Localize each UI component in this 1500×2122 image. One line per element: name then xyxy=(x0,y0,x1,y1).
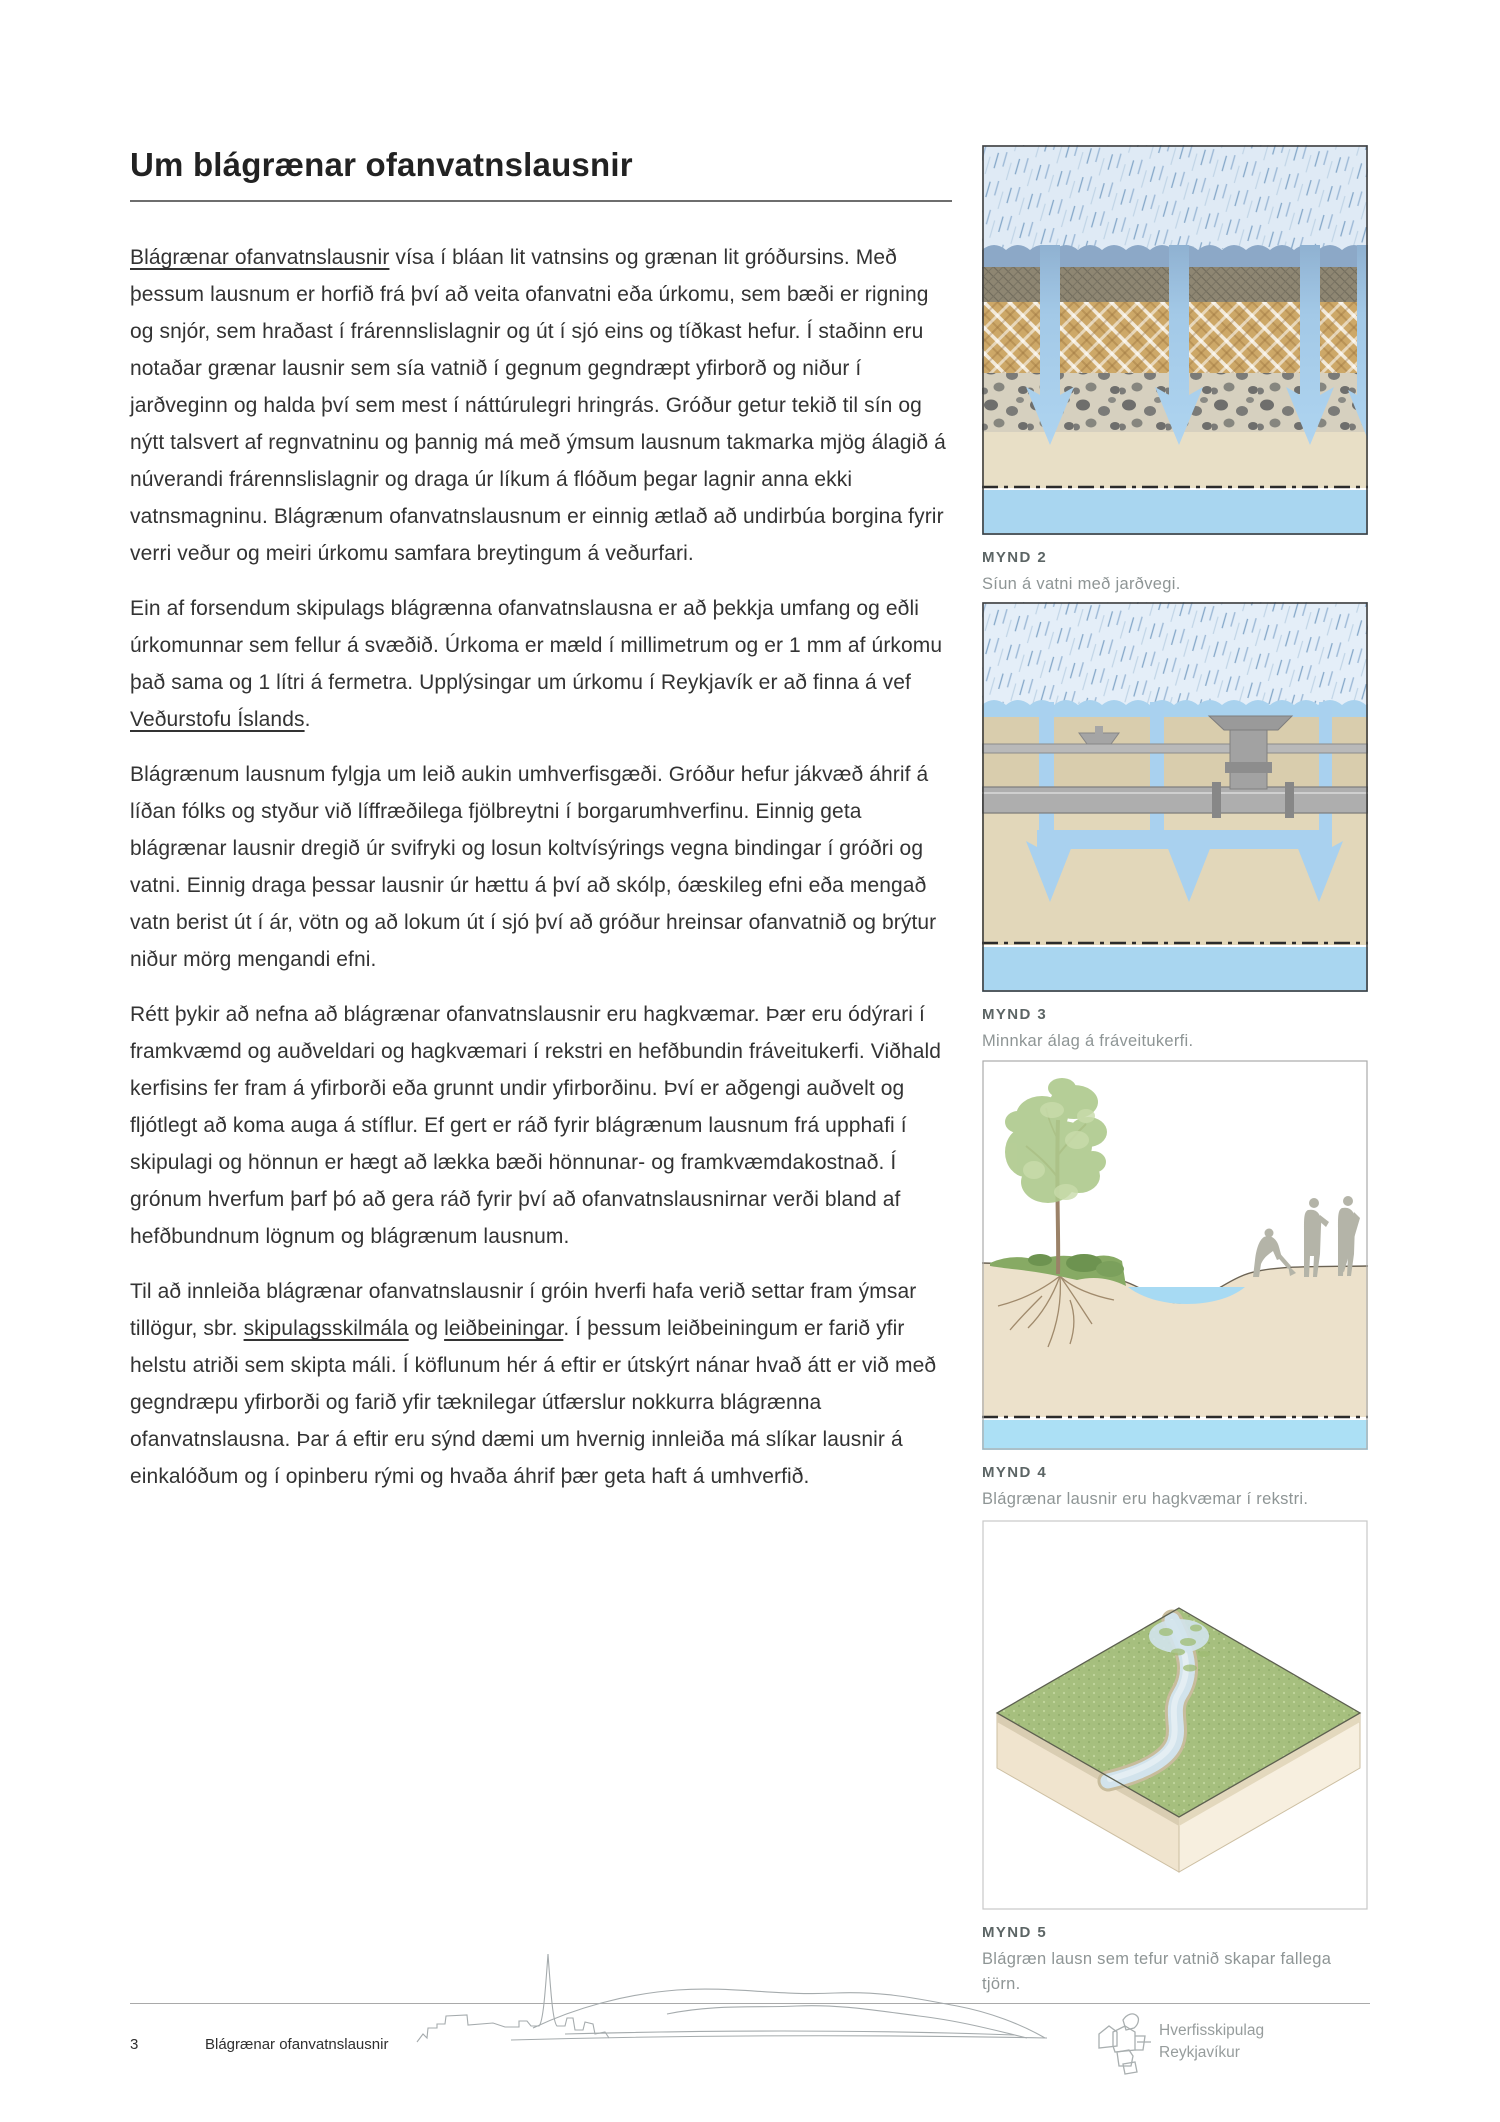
paragraph-4 xyxy=(130,996,952,1255)
figure-3-label: MYND 3 xyxy=(982,1006,1048,1023)
paragraph-2-text: Ein af forsendum skipulags blágrænna ofanvatnslausna er að þekkja umfang og eðli úrkomunnar sem fellur á svæðið. Úrkoma er mæld í millimetrum og er 1 mm af úrkomu það sama og 1 lítri á fermetra. Upplýsingar um úrkomu í Reykjavík er að finna á vef xyxy=(130,597,943,694)
logo-line-2: Reykjavíkur xyxy=(1159,2044,1240,2061)
link-skipulagsskilmala[interactable]: skipulagsskilmála xyxy=(243,1317,409,1340)
paragraph-5-mid: og xyxy=(408,1317,445,1340)
figure-mynd-5 xyxy=(982,1520,1368,1997)
link-vedurstofa-islands[interactable]: Veðurstofu Íslands xyxy=(130,708,305,731)
figure-4-label: MYND 4 xyxy=(982,1464,1048,1481)
paragraph-5-text: Til að innleiða blágrænar ofanvatnslausnir í gróin hverfi hafa verið settar fram ýmsar tillögur, sbr. xyxy=(130,1280,917,1340)
figure-2-caption: Síun á vatni með jarðvegi. xyxy=(982,575,1181,593)
paragraph-1-text: vísa í bláan lit vatnsins og grænan lit gróðursins. Með þessum lausnum er horfið frá því að veita ofanvatni eða úrkomu, sem bæði er rigning og snjór, sem hraðast í frárennslislagnir og út í sjó eins og tíðkast hefur. Í staðinn eru notaðar grænar lausnir sem sía vatnið í gegnum gegndræpt yfirborð og niður í jarðveginn og halda því sem mest í náttúrulegri hringrás. Gróður getur tekið til sín og nýtt talsvert af regnvatninu og þannig má með ýmsum lausnum takmarka mjög álagið á núverandi frárennslislagnir og draga úr líkum á flóðum þegar lagnir anna ekki vatnsmagninu. Blágrænum ofanvatnslausnum er einnig ætlað að undirbúa borgina fyrir verri veður og meiri úrkomu samfara breytingum á veðurfari. xyxy=(130,246,946,565)
paragraph-3 xyxy=(130,756,952,978)
paragraph-5 xyxy=(130,1273,952,1495)
link-blagraenar-ofanvatnslausnir[interactable]: Blágrænar ofanvatnslausnir xyxy=(130,246,390,269)
text-column xyxy=(130,146,952,1495)
figure-3-caption: Minnkar álag á fráveitukerfi. xyxy=(982,1032,1194,1050)
figure-5-label: MYND 5 xyxy=(982,1924,1048,1941)
paragraph-2-end: . xyxy=(304,708,311,731)
logo-line-1: Hverfisskipulag xyxy=(1159,2022,1265,2039)
figure-mynd-4 xyxy=(982,1060,1368,1512)
figure-5-caption: Blágræn lausn sem tefur vatnið skapar fallega tjörn. xyxy=(982,1950,1332,1993)
paragraph-3-text: Blágrænum lausnum fylgja um leið aukin umhverfisgæði. Gróður hefur jákvæð áhrif á líðan fólks og styður við líffræðilega fjölbreytni í borgarumhverfinu. Einnig geta blágrænar lausnir dregið úr svifryki og losun koltvísýrings vegna bindingar í gróðri og vatni. Einnig draga þessar lausnir úr hættu á því að skólp, óæskileg efni eða mengað vatn berist út í ár, vötn og að lokum út í sjó því að gróður hreinsar ofanvatnið og brýtur niður mörg mengandi efni. xyxy=(130,763,937,971)
paragraph-2 xyxy=(130,590,952,738)
paragraph-4-text: Rétt þykir að nefna að blágrænar ofanvatnslausnir eru hagkvæmar. Þær eru ódýrari í framkvæmd og auðveldari og hagkvæmari í rekstri en hefðbundin fráveitukerfi. Viðhald kerfisins fer fram á yfirborði eða grunnt undir yfirborðinu. Því er aðgengi auðvelt og fljótlegt að koma auga á stíflur. Ef gert er ráð fyrir blágrænum lausnum frá upphafi í skipulagi og hönnun er hægt að lækka bæði hönnunar- og framkvæmdakostnað. Í grónum hverfum þarf þó að gera ráð fyrir því að ofanvatnslausnirnar verði bland af hefðbundnum lögnum og blágrænum lausnum. xyxy=(130,1003,942,1248)
hverfisskipulag-logo xyxy=(1093,2006,1264,2078)
sewer-relief-illustration xyxy=(982,602,1368,992)
page-number: 3 xyxy=(130,2036,139,2053)
figure-mynd-2 xyxy=(982,145,1368,597)
swale-maintenance-illustration xyxy=(982,1060,1368,1450)
link-leidbeiningar[interactable]: leiðbeiningar xyxy=(444,1317,564,1340)
pond-isometric-illustration xyxy=(982,1520,1368,1910)
title-rule xyxy=(130,200,952,202)
hverfisskipulag-logo-icon xyxy=(1093,2006,1151,2078)
footer-doc-title: Blágrænar ofanvatnslausnir xyxy=(205,2036,389,2053)
figure-2-label: MYND 2 xyxy=(982,549,1048,566)
paragraph-1 xyxy=(130,239,952,572)
figure-mynd-3 xyxy=(982,602,1368,1054)
soil-filtration-illustration xyxy=(982,145,1368,535)
city-skyline-drawing xyxy=(415,1946,1065,2071)
paragraph-5-end: . Í þessum leiðbeiningum er farið yfir helstu atriði sem skipta máli. Í köflunum hér á eftir er útskýrt nánar hvað átt er við með gegndræpu yfirborði og farið yfir tæknilegar útfærslur nokkurra blágrænna ofanvatnslausna. Þar á eftir eru sýnd dæmi um hvernig innleiða má slíkar lausnir á einkalóðum og í opinberu rými og hvaða áhrif þær geta haft á umhverfið. xyxy=(130,1317,937,1488)
logo-text xyxy=(1159,2020,1264,2064)
figure-4-caption: Blágrænar lausnir eru hagkvæmar í rekstri. xyxy=(982,1490,1309,1508)
page-title: Um blágrænar ofanvatnslausnir xyxy=(130,146,633,183)
